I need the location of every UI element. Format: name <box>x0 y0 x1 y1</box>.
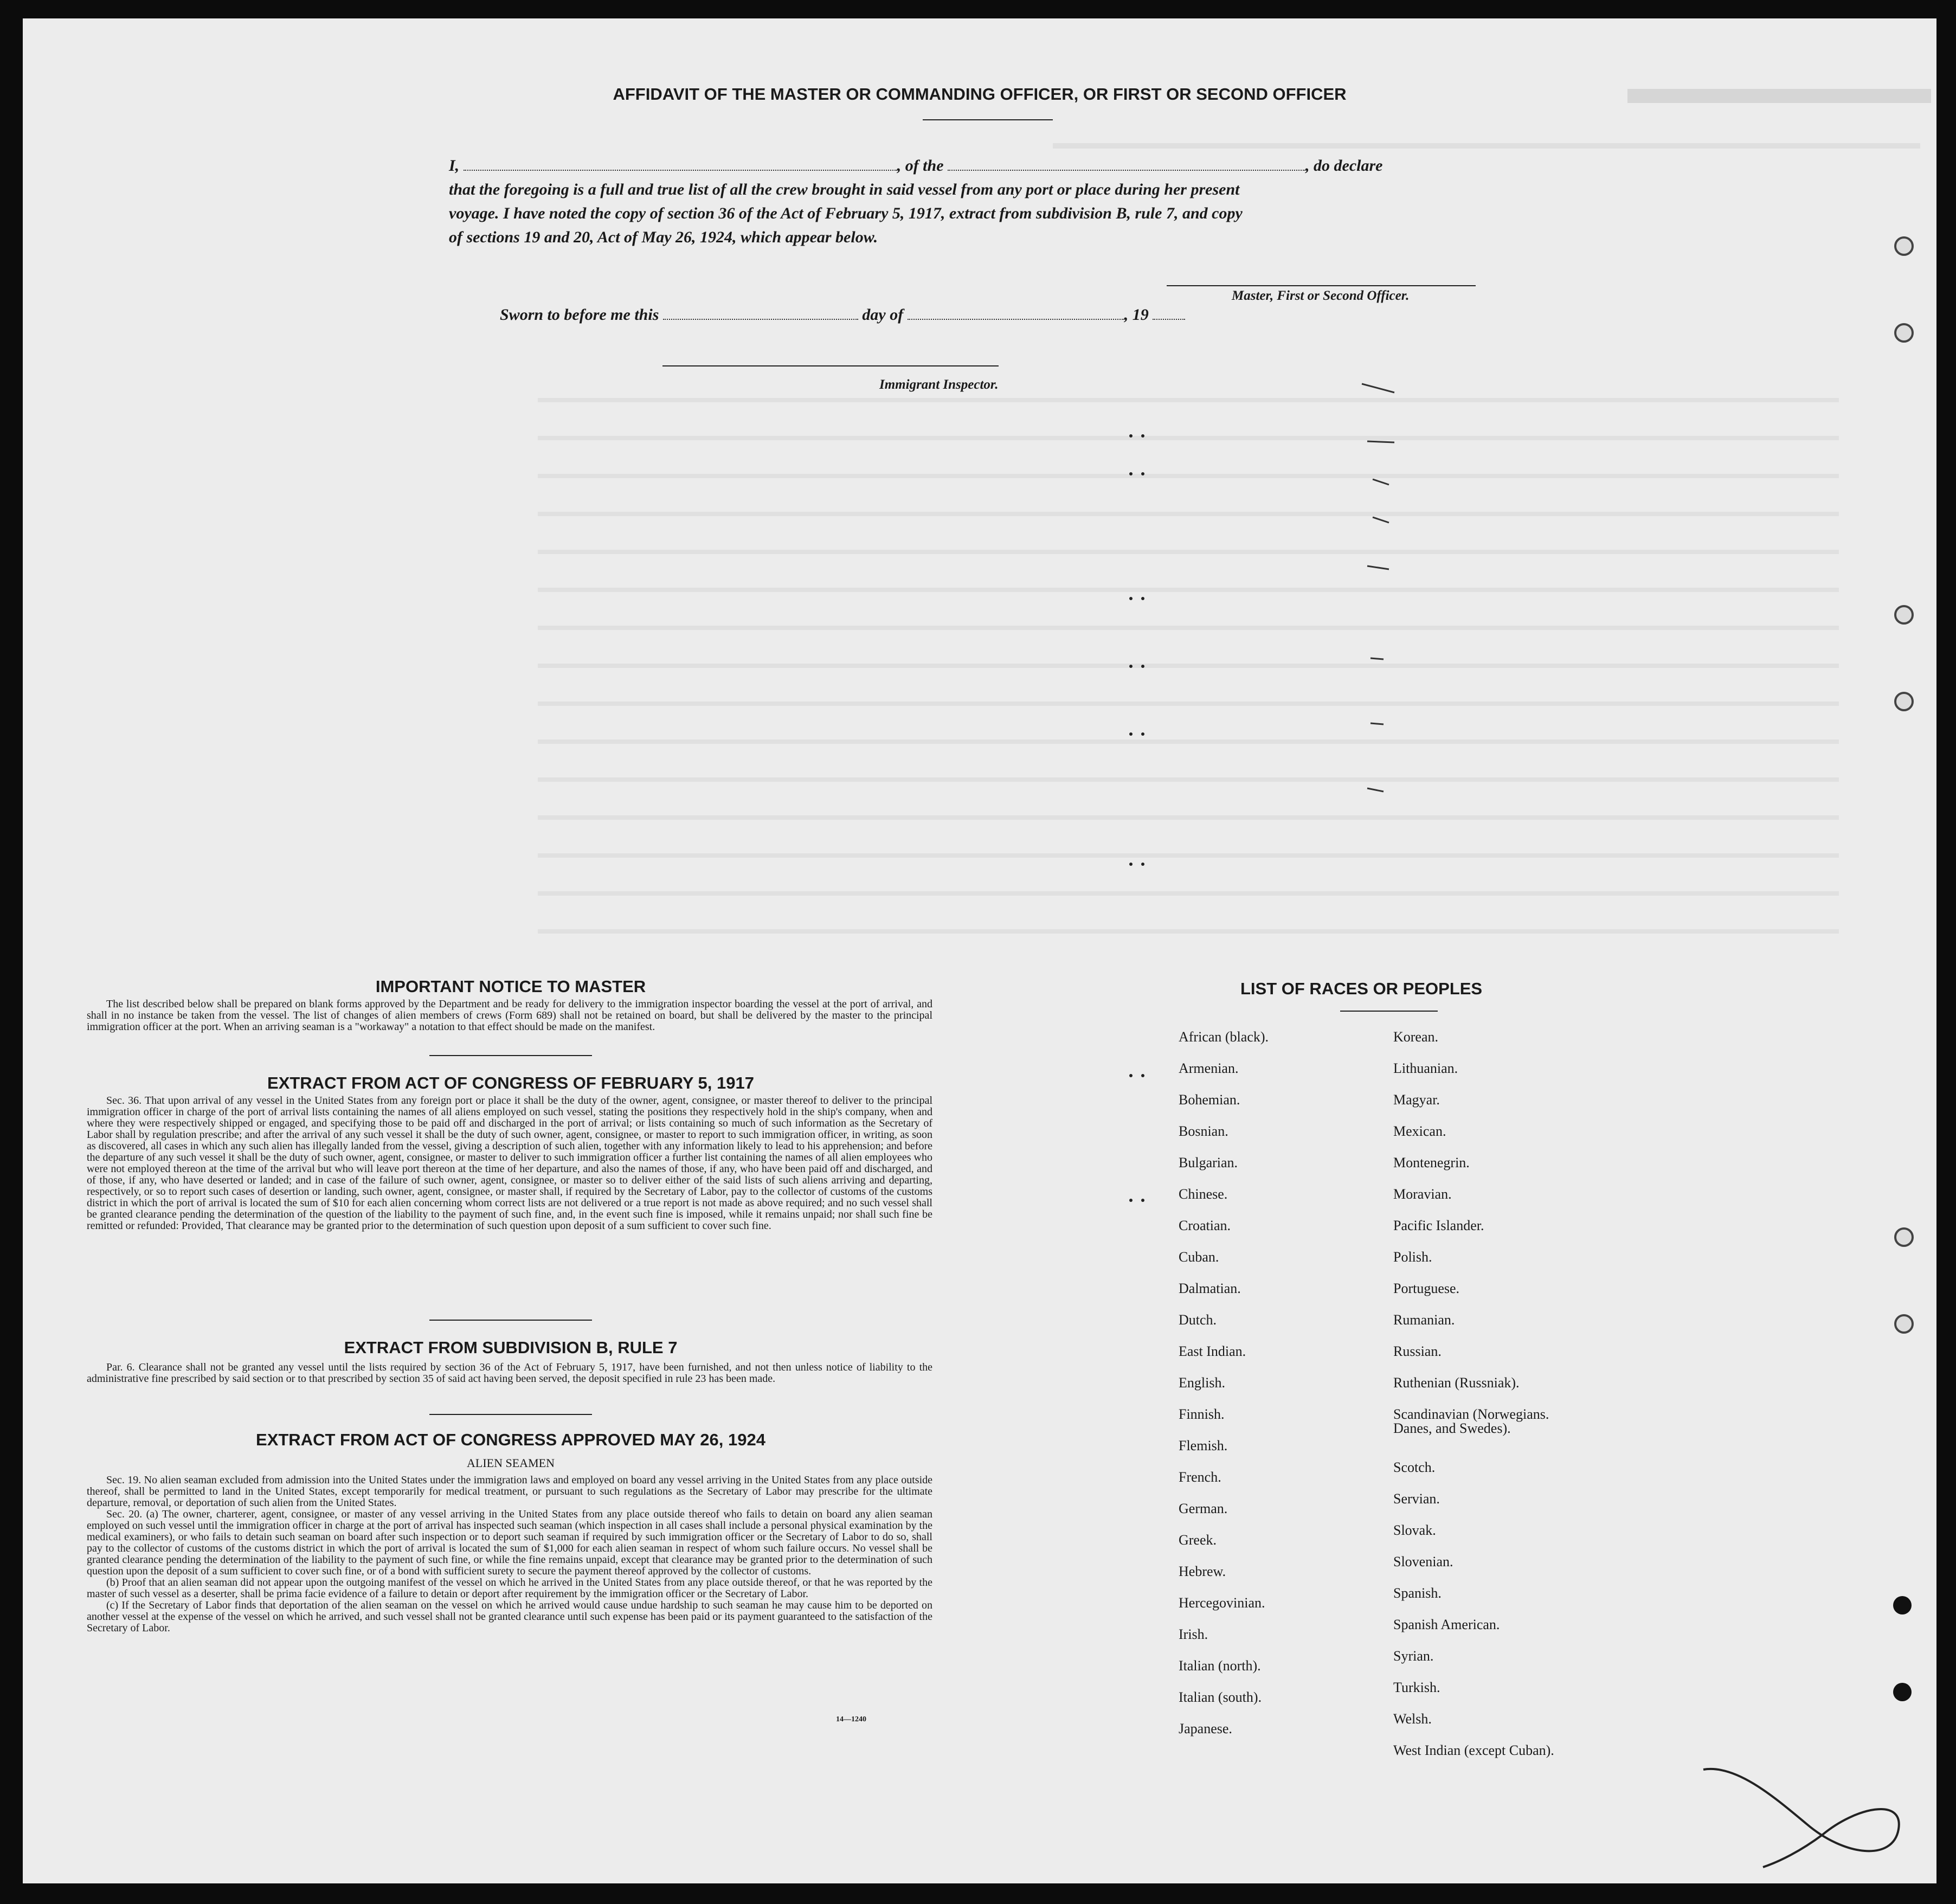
inspector-signature-line[interactable] <box>662 365 999 366</box>
section-36-paragraph: Sec. 36. That upon arrival of any vessel in the United States from any foreign port or place it shall be the duty of the owner, agent, consignee, or master thereof to deliver to the principal immigration officer in charge of the port of arrival lists containing the names of all aliens employed on such vessel, stating the positions they respectively hold in the ship's company, when and where they were respectively shipped or engaged, and specifying those to be paid off and discharged in the port of arrival; or lists containing so much of such information as the Secretary of Labor shall by regulation prescribe; and after the arrival of any such vessel it shall be the duty of such owner, agent, consignee, or master to report to such immigration officer, in writing, as soon as discovered, all cases in which any such alien has illegally landed from the vessel, giving a description of such alien, together with any information likely to lead to his apprehension; and before the departure of any such vessel it shall be the duty of such owner, agent, consignee, or master to deliver to such immigration officer a further list containing the names of all alien employees who were not employed thereon at the time of the arrival but who will leave port thereon at the time of her departure, and also the names of those, if any, who have been paid off and discharged, and of those, if any, who have deserted or landed; and in case of the failure of such owner, agent, consignee, or master so to deliver either of the said lists of such aliens arriving and departing, respectively, or so to report such cases of desertion or landing, such owner, agent, consignee, or master shall, if required by the Secretary of Labor, pay to the collector of customs of the customs district in which the port of arrival is located the sum of $10 for each alien concerning whom correct lists are not delivered or a true report is not made as above required; and no such vessel shall be granted clearance pending the determination of the question of the liability to the payment of such fine, and, in the event such fine is imposed, while it remains unpaid; nor shall such fine be remitted or refunded: Provided, That clearance may be granted prior to the determination of such question upon deposit of a sum sufficient to cover such fine. <box>87 1095 932 1232</box>
binder-hole <box>1893 1596 1912 1614</box>
race-item: Portuguese. <box>1393 1281 1460 1296</box>
rule7-paragraph: Par. 6. Clearance shall not be granted any vessel until the lists required by section 36 of the Act of February 5, 1917, have been furnished, and not then unless notice of liability to the administrative fine prescribed by said section or to that prescribed by section 35 of said act having been served, the deposit specified in rule 23 has been made. <box>87 1361 932 1385</box>
race-item: Turkish. <box>1393 1680 1440 1695</box>
section-20b-paragraph: (b) Proof that an alien seaman did not appear upon the outgoing manifest of the vessel on which he arrived in the United States from any place outside thereof, or that he was reported by the master of such vessel as a deserter, shall be prima facie evidence of a failure to detain or deport after requirement by the immigration officer or the Secretary of Labor. <box>87 1577 932 1600</box>
race-item: Russian. <box>1393 1343 1442 1359</box>
extract-1917-text <box>87 1095 932 1232</box>
race-item: Mexican. <box>1393 1123 1446 1139</box>
inspector-caption: Immigrant Inspector. <box>879 377 999 392</box>
race-item: Spanish. <box>1393 1585 1442 1601</box>
races-divider <box>1340 1011 1438 1012</box>
race-item: English. <box>1179 1375 1225 1391</box>
race-item: French. <box>1179 1469 1221 1485</box>
affidavit-declaration <box>449 154 1530 249</box>
notice-title: IMPORTANT NOTICE TO MASTER <box>375 977 646 996</box>
race-item: Cuban. <box>1179 1249 1219 1265</box>
race-item: Armenian. <box>1179 1060 1239 1076</box>
race-item: Pacific Islander. <box>1393 1218 1484 1233</box>
race-item: Japanese. <box>1179 1721 1232 1736</box>
binder-ring <box>1894 1314 1914 1334</box>
sworn-day-blank[interactable] <box>663 319 858 320</box>
race-item: West Indian (except Cuban). <box>1393 1742 1554 1758</box>
affidavit-title: AFFIDAVIT OF THE MASTER OR COMMANDING OFFICER, OR FIRST OR SECOND OFFICER <box>613 85 1347 104</box>
race-item: Polish. <box>1393 1249 1432 1265</box>
officer-name-blank[interactable] <box>464 170 897 171</box>
declaration-line-4: of sections 19 and 20, Act of May 26, 1924, which appear below. <box>449 228 878 246</box>
extract-1917-divider <box>429 1320 592 1321</box>
race-item: Rumanian. <box>1393 1312 1455 1328</box>
master-signature-line[interactable] <box>1167 285 1476 286</box>
race-item: Croatian. <box>1179 1218 1231 1233</box>
race-item: Lithuanian. <box>1393 1060 1458 1076</box>
race-item: Bulgarian. <box>1179 1155 1238 1170</box>
extract-rule7-divider <box>429 1414 592 1415</box>
race-item: Chinese. <box>1179 1186 1228 1202</box>
year-label: , 19 <box>1124 306 1149 324</box>
vessel-name-blank[interactable] <box>948 170 1305 171</box>
race-item: Finnish. <box>1179 1406 1225 1422</box>
race-item: Scandinavian (Norwegians. <box>1393 1406 1549 1422</box>
race-item: Dalmatian. <box>1179 1281 1241 1296</box>
race-item: Hebrew. <box>1179 1564 1226 1579</box>
race-item: Spanish American. <box>1393 1617 1500 1632</box>
races-title: LIST OF RACES OR PEOPLES <box>1240 979 1483 998</box>
sworn-month-blank[interactable] <box>908 319 1124 320</box>
do-declare-label: , do declare <box>1305 157 1383 175</box>
race-item: Ruthenian (Russniak). <box>1393 1375 1520 1391</box>
declaration-line-3: voyage. I have noted the copy of section 36 of the Act of February 5, 1917, extract from subdivision B, rule 7, and copy <box>449 204 1243 222</box>
race-item: Danes, and Swedes). <box>1393 1420 1511 1436</box>
notice-divider <box>429 1055 592 1056</box>
extract-1924-title: EXTRACT FROM ACT OF CONGRESS APPROVED MAY 26, 1924 <box>256 1430 765 1449</box>
sworn-label: Sworn to before me this <box>500 306 659 324</box>
race-item: German. <box>1179 1501 1228 1516</box>
notice-text <box>87 999 932 1033</box>
race-item: Irish. <box>1179 1626 1208 1642</box>
race-item: Scotch. <box>1393 1459 1436 1475</box>
binder-ring <box>1894 605 1914 625</box>
race-item: Syrian. <box>1393 1648 1434 1664</box>
section-19-paragraph: Sec. 19. No alien seaman excluded from admission into the United States under the immigration laws and employed on board any vessel arriving in the United States from any place outside thereof, shall be permitted to land in the United States, except temporarily for medical treatment, or pursuant to such regulations as the Secretary of Labor may prescribe for the ultimate departure, removal, or deportation of such alien from the United States. <box>87 1474 932 1509</box>
extract-1917-title: EXTRACT FROM ACT OF CONGRESS OF FEBRUARY 5, 1917 <box>267 1073 754 1092</box>
race-item: Servian. <box>1393 1491 1440 1507</box>
title-underline <box>923 119 1053 120</box>
race-item: Greek. <box>1179 1532 1217 1548</box>
form-number: 14—1240 <box>836 1715 866 1723</box>
column-dots <box>1123 420 1156 1309</box>
race-item: East Indian. <box>1179 1343 1246 1359</box>
declaration-line-2: that the foregoing is a full and true list of all the crew brought in said vessel from any port or place during her present <box>449 181 1240 198</box>
race-item: Italian (north). <box>1179 1658 1261 1674</box>
race-item: African (black). <box>1179 1029 1269 1045</box>
extract-1924-text <box>87 1475 932 1634</box>
master-signature-caption: Master, First or Second Officer. <box>1232 288 1410 303</box>
declarant-prefix: I, <box>449 157 460 175</box>
section-20c-paragraph: (c) If the Secretary of Labor finds that deportation of the alien seaman on the vessel on which he arrived would cause undue hardship to such seaman he may cause him to be deported on another vessel at the expense of the vessel on which he arrived, and such vessel shall not be granted clearance until such expense has been paid or its payment guaranteed to the satisfaction of the Secretary of Labor. <box>87 1599 932 1634</box>
race-item: Slovak. <box>1393 1522 1436 1538</box>
extract-rule7-text <box>87 1362 932 1385</box>
race-item: Bohemian. <box>1179 1092 1240 1108</box>
race-item: Flemish. <box>1179 1438 1228 1453</box>
handwritten-flourish <box>1693 1732 1920 1873</box>
race-item: Montenegrin. <box>1393 1155 1470 1170</box>
race-item: Dutch. <box>1179 1312 1217 1328</box>
declaration-line-1 <box>449 154 1530 178</box>
race-item: Moravian. <box>1393 1186 1452 1202</box>
race-item: Italian (south). <box>1179 1689 1262 1705</box>
alien-seamen-subtitle: ALIEN SEAMEN <box>467 1456 555 1470</box>
binder-ring <box>1894 692 1914 711</box>
notice-paragraph: The list described below shall be prepared on blank forms approved by the Department and be ready for delivery to the immigration inspector boarding the vessel at the port of arrival, and shall in no instance be taken from the vessel. The list of changes of alien members of crews (Form 689) shall not be retained on board, but shall be delivered by the master to the principal immigration officer at the port. When an arriving seaman is a "workaway" a notation to that effect should be made on the manifest. <box>87 998 932 1033</box>
race-item: Korean. <box>1393 1029 1439 1045</box>
binder-ring <box>1894 323 1914 343</box>
race-item: Bosnian. <box>1179 1123 1228 1139</box>
document-page <box>23 18 1936 1883</box>
race-item: Hercegovinian. <box>1179 1595 1265 1611</box>
extract-rule7-title: EXTRACT FROM SUBDIVISION B, RULE 7 <box>344 1338 678 1357</box>
race-item: Welsh. <box>1393 1711 1432 1727</box>
day-of-label: day of <box>862 306 904 324</box>
sworn-line <box>500 306 1185 324</box>
race-item: Magyar. <box>1393 1092 1440 1108</box>
binder-ring <box>1894 1227 1914 1247</box>
binder-ring <box>1894 236 1914 256</box>
sworn-year-blank[interactable] <box>1153 319 1185 320</box>
race-item: Slovenian. <box>1393 1554 1453 1569</box>
pencil-marks <box>1356 376 1421 810</box>
section-20a-paragraph: Sec. 20. (a) The owner, charterer, agent, consignee, or master of any vessel arriving in the United States from any place outside thereof who fails to detain on board any alien seaman employed on such vessel until the immigration officer in charge at the port of arrival has inspected such seaman (which inspection in all cases shall include a personal physical examination by the medical examiners), or who fails to detain such seaman on board after such inspection or to deport such seaman if required by such immigration officer or the Secretary of Labor to do so, shall pay to the collector of customs of the customs district in which the port of arrival is located the sum of $1,000 for each alien seaman in respect of whom such failure occurs. No vessel shall be granted clearance pending the determination of the liability to the payment of such fine, or while the fine remains unpaid, except that clearance may be granted prior to the determination of such question upon the deposit of a sum sufficient to cover such fine, or of a bond with sufficient surety to secure the payment thereof approved by the collector of customs. <box>87 1508 932 1577</box>
of-the-label: , of the <box>897 157 944 175</box>
binder-hole <box>1893 1683 1912 1701</box>
